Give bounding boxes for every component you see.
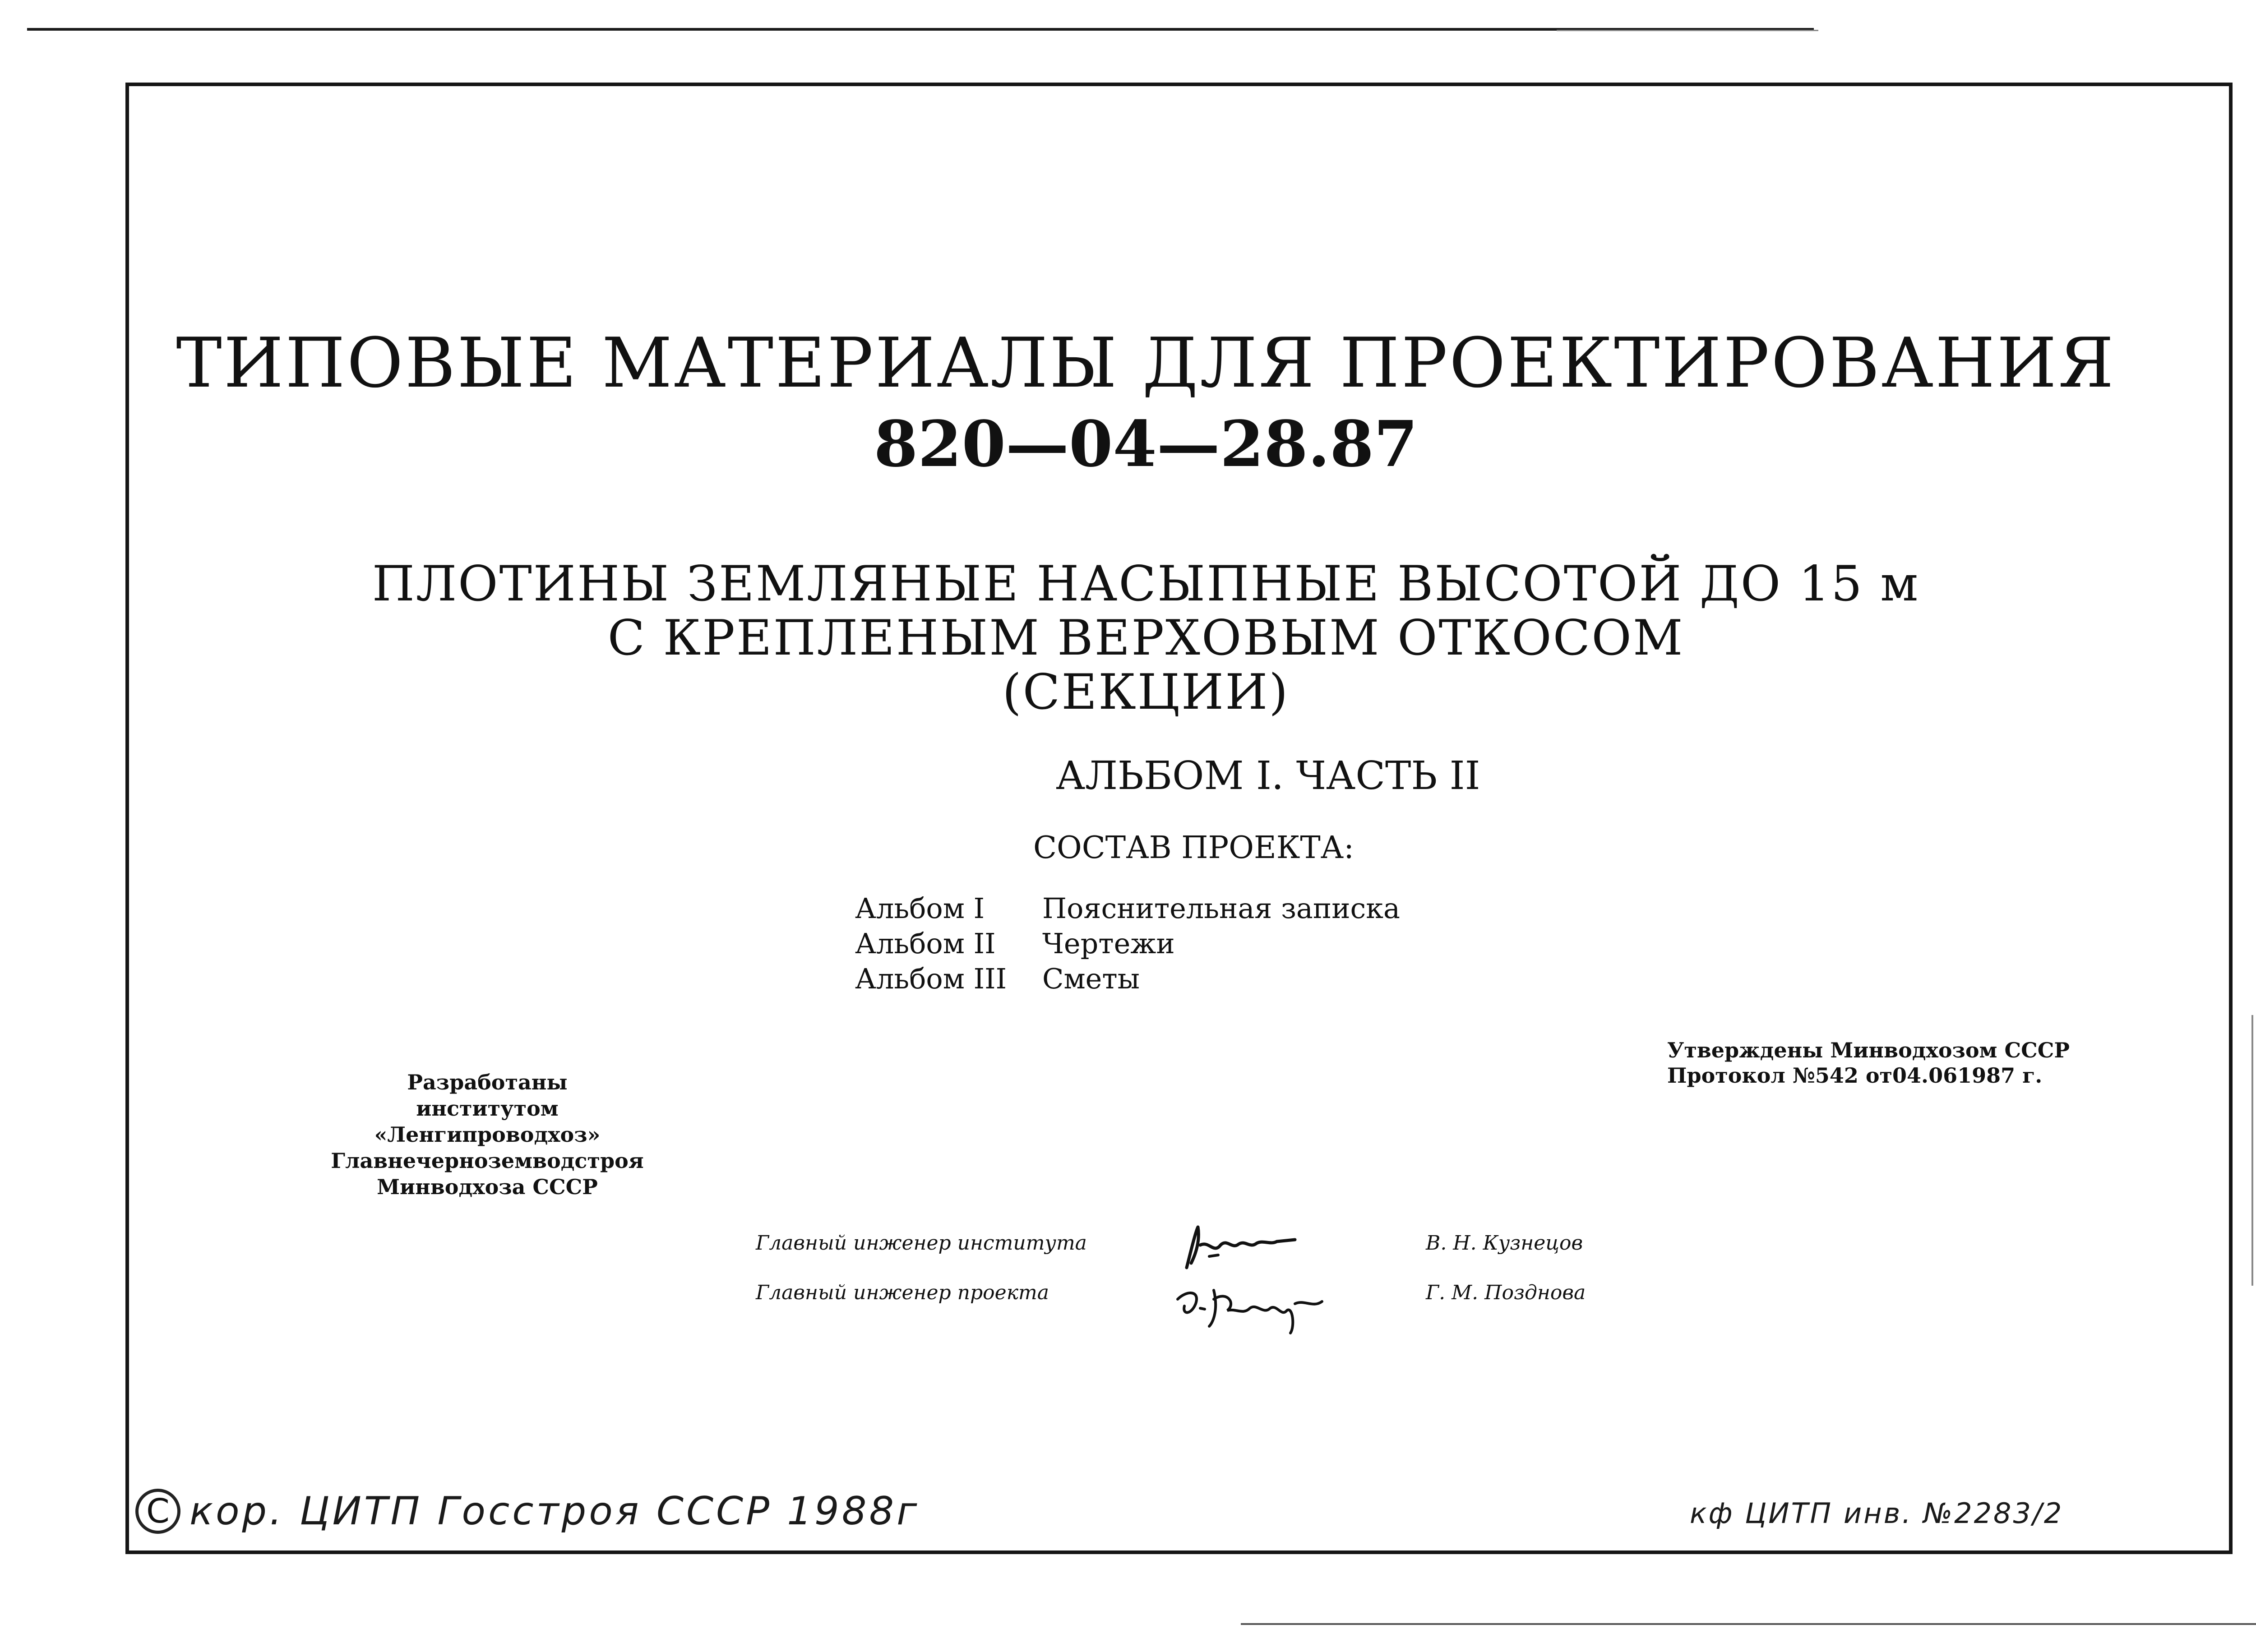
album-content: Сметы	[1042, 962, 1140, 995]
album-content: Чертежи	[1042, 927, 1175, 960]
list-item	[855, 891, 1400, 926]
subtitle-line-3: (СЕКЦИИ)	[1002, 664, 1290, 720]
signature-pozdnova-image	[1169, 1272, 1331, 1340]
document-code: 820—04—28.87	[874, 407, 1418, 481]
signature-role-2: Главный инженер проекта	[756, 1281, 1049, 1304]
copyright-stamp	[135, 1489, 920, 1534]
copyright-icon: C	[135, 1489, 180, 1534]
album-number: Альбом II	[855, 927, 996, 960]
album-content: Пояснительная записка	[1042, 892, 1400, 925]
approval-note	[1667, 1038, 2070, 1088]
scan-edge-bottom	[1241, 1623, 2256, 1625]
album-part-heading: АЛЬБОМ I. ЧАСТЬ II	[1056, 753, 1480, 798]
albums-list	[855, 891, 1400, 997]
copyright-text: кор. ЦИТП Госстроя СССР 1988г	[190, 1489, 920, 1534]
main-title: ТИПОВЫЕ МАТЕРИАЛЫ ДЛЯ ПРОЕКТИРОВАНИЯ	[176, 323, 2116, 403]
subtitle	[0, 557, 2256, 720]
album-number: Альбом I	[855, 892, 985, 925]
signature-role-1: Главный инженер института	[756, 1232, 1087, 1255]
inventory-number: кф ЦИТП инв. №2283/2	[1690, 1497, 2064, 1530]
developer-line-4: Минводхоза СССР	[377, 1175, 598, 1199]
subtitle-line-1: ПЛОТИНЫ ЗЕМЛЯНЫЕ НАСЫПНЫЕ ВЫСОТОЙ ДО 15 м	[372, 556, 1920, 612]
scan-edge-right-inner	[2251, 1015, 2253, 1286]
signature-name-1: В. Н. Кузнецов	[1426, 1232, 1583, 1255]
signature-name-2: Г. М. Позднова	[1426, 1281, 1586, 1304]
list-item	[855, 926, 1400, 961]
album-number: Альбом III	[855, 962, 1007, 995]
scan-edge-top-faint	[1557, 30, 1818, 31]
developer-block	[311, 1069, 663, 1200]
scan-edge-top	[27, 28, 1814, 31]
approval-line-1: Утверждены Минводхозом СССР	[1667, 1038, 2070, 1062]
subtitle-line-2: С КРЕПЛЕНЫМ ВЕРХОВЫМ ОТКОСОМ	[607, 610, 1684, 666]
developer-line-3: Главнечерноземводстроя	[331, 1149, 644, 1173]
developer-line-1: Разработаны	[407, 1070, 568, 1094]
list-item	[855, 961, 1400, 997]
approval-line-2: Протокол №542 от04.061987 г.	[1667, 1063, 2043, 1088]
developer-line-2: институтом «Ленгипроводхоз»	[374, 1096, 601, 1147]
signature-kuznetsov-image	[1178, 1214, 1304, 1281]
composition-title: СОСТАВ ПРОЕКТА:	[1033, 830, 1355, 866]
